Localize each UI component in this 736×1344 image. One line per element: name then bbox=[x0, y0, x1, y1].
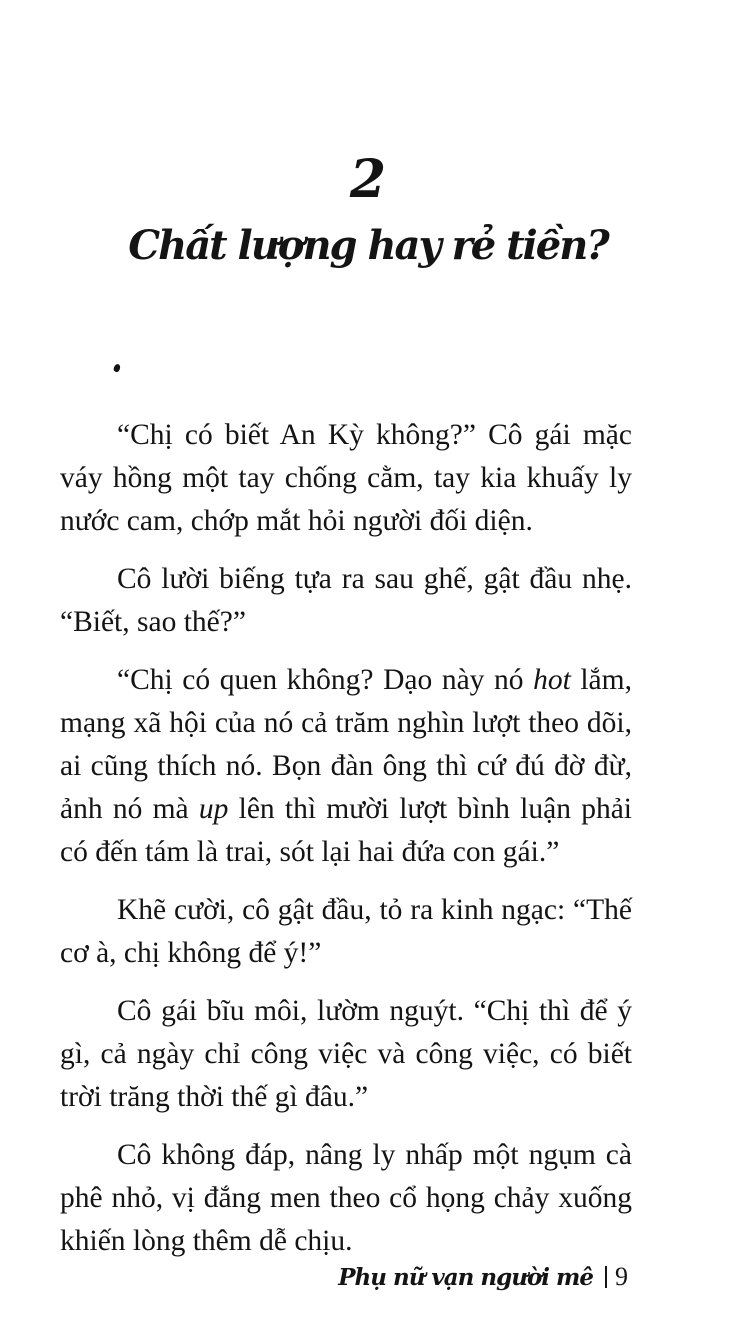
paragraph bbox=[60, 659, 632, 874]
paragraph bbox=[60, 990, 632, 1119]
italic-word: up bbox=[198, 793, 229, 825]
paragraph bbox=[60, 558, 632, 644]
paragraph bbox=[60, 414, 632, 543]
paragraph-text: Cô gái bĩu môi, lườm nguýt. “Chị thì để ý gì, cả ngày chỉ công việc và công việc, có biết trời trăng thời thế gì đâu.” bbox=[60, 995, 632, 1113]
page-number: 9 bbox=[615, 1262, 628, 1291]
paragraph-text: “Chị có biết An Kỳ không?” Cô gái mặc váy hồng một tay chống cằm, tay kia khuấy ly nước cam, chớp mắt hỏi người đối diện. bbox=[60, 419, 632, 537]
page-footer bbox=[338, 1262, 628, 1292]
paragraph-text: Cô lười biếng tựa ra sau ghế, gật đầu nhẹ. “Biết, sao thế?” bbox=[60, 563, 632, 638]
chapter-number: 2 bbox=[349, 149, 387, 210]
paragraph bbox=[60, 1134, 632, 1263]
chapter-body bbox=[60, 414, 632, 1278]
footer-divider bbox=[605, 1266, 607, 1288]
paragraph-text: Cô không đáp, nâng ly nhấp một ngụm cà phê nhỏ, vị đắng men theo cổ họng chảy xuống khiến lòng thêm dễ chịu. bbox=[60, 1139, 632, 1257]
paragraph-text: lên thì mười lượt bình luận phải có đến tám là trai, sót lại hai đứa con gái.” bbox=[60, 793, 632, 868]
ornament-dot bbox=[113, 363, 121, 373]
paragraph bbox=[60, 889, 632, 975]
italic-word: hot bbox=[533, 664, 571, 696]
chapter-title: Chất lượng hay rẻ tiền? bbox=[128, 222, 608, 269]
paragraph-text: lắm, mạng xã hội của nó cả trăm nghìn lượt theo dõi, ai cũng thích nó. Bọn đàn ông thì cứ đú đờ đừ, ảnh nó mà bbox=[60, 664, 632, 825]
paragraph-text: “Chị có quen không? Dạo này nó bbox=[117, 664, 534, 696]
paragraph-text: Khẽ cười, cô gật đầu, tỏ ra kinh ngạc: “Thế cơ à, chị không để ý!” bbox=[60, 894, 632, 969]
running-title: Phụ nữ vạn người mê bbox=[338, 1263, 593, 1291]
